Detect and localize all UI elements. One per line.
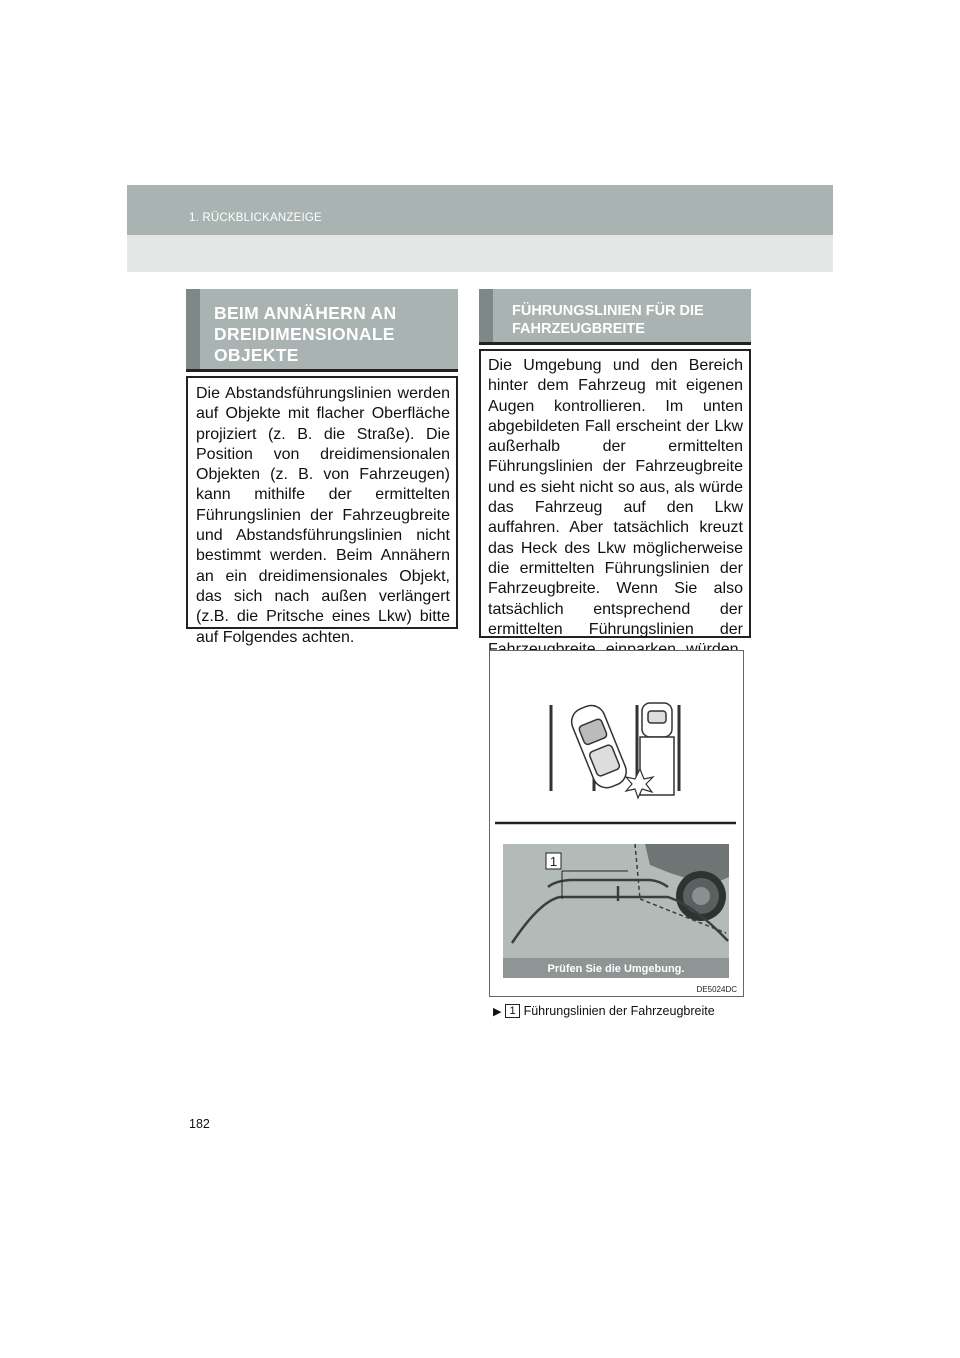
left-section-heading: [186, 289, 458, 369]
caption-number: 1: [505, 1004, 519, 1018]
heading-tab: [479, 289, 493, 342]
heading-tab: [186, 289, 200, 369]
screen-message: Prüfen Sie die Umgebung.: [547, 963, 685, 975]
header-band: [127, 185, 833, 235]
left-heading-text: BEIM ANNÄHERN AN DREIDIMENSIONALE OBJEKTE: [214, 303, 397, 365]
left-body-text: Die Abstandsführungslinien werden auf Objekte mit flacher Oberfläche projiziert (z. B. die Straße). Die Position von dreidimensionalen Objekten (z. B. von Fahrzeugen) kann mithilfe der ermittelten Führungslinien der Fahrzeugbreite und Abstandsführungslinien nicht bestimmt werden. Beim Annähern an ein dreidimensionales Objekt, das sich nach außen verlängert (z.B. die Pritsche eines Lkw) bitte auf Folgendes achten.: [196, 385, 450, 646]
callout-number: 1: [549, 854, 558, 869]
caption-text: Führungslinien der Fahrzeugbreite: [523, 1004, 715, 1018]
right-body-text: Die Umgebung und den Bereich hinter dem Fahrzeug mit eigenen Augen kontrollieren. Im unten abgebildeten Fall erscheint der Lkw außerhalb der ermittelten Führungslinien der Fahrzeugbreite und es sieht nicht so aus, als würde das Fahrzeug auf den Lkw auffahren. Aber tatsächlich kreuzt das Heck des Lkw möglicherweise die ermittelten Führungslinien der Fahrzeugbreite. Wenn Sie also tatsächlich entsprechend der ermittelten Führungslinien der: [488, 357, 743, 638]
car-top-view: [567, 701, 630, 792]
right-heading-text: FÜHRUNGSLINIEN FÜR DIE FAHRZEUGBREITE: [512, 303, 704, 337]
right-section-heading: [479, 289, 751, 342]
left-heading-rule: [186, 369, 458, 372]
illustration-svg: [490, 651, 743, 996]
figure-code: DE5024DC: [696, 985, 737, 994]
page-number: 182: [189, 1117, 210, 1131]
triangle-marker-icon: ▶: [493, 1005, 502, 1018]
left-text-box: [186, 376, 458, 646]
header-subband: [127, 235, 833, 272]
chapter-title: 1. RÜCKBLICKANZEIGE: [189, 212, 322, 224]
figure-caption: [493, 1004, 715, 1018]
right-text-box: [479, 349, 751, 638]
parking-illustration: [489, 650, 744, 997]
right-heading-rule: [479, 342, 751, 345]
